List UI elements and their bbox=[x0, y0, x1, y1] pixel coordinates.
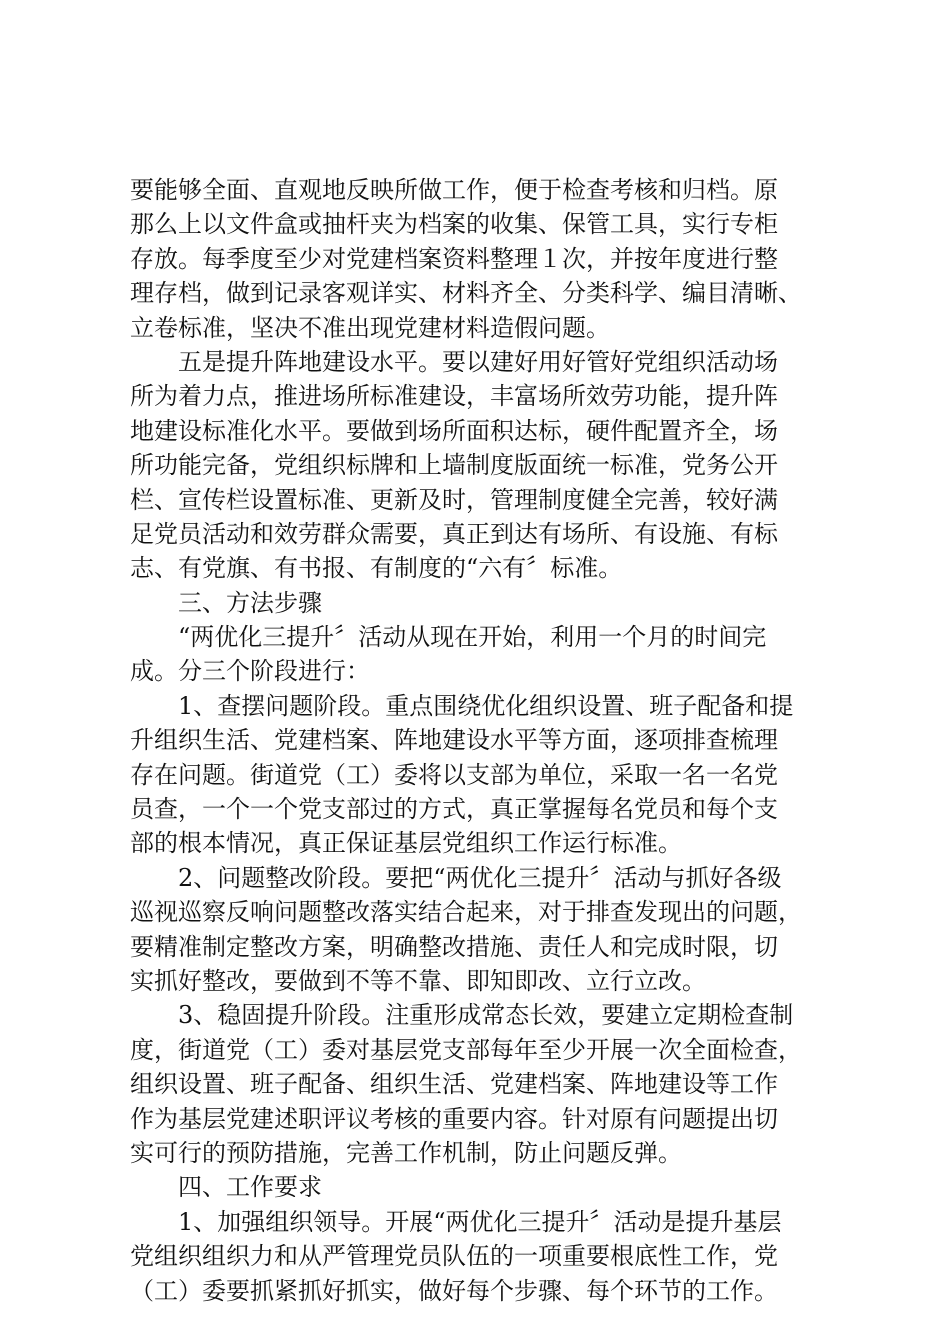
text-line: 作为基层党建述职评议考核的重要内容。针对原有问题提出切 bbox=[130, 1104, 778, 1133]
text-line: 实可行的预防措施，完善工作机制，防止问题反弹。 bbox=[130, 1138, 682, 1167]
section-heading: 三、方法步骤 bbox=[178, 588, 322, 617]
text-line: 要能够全面、直观地反映所做工作，便于检查考核和归档。原 bbox=[130, 176, 778, 204]
document-body bbox=[130, 173, 830, 1308]
paragraph-start-line: 3、稳固提升阶段。注重形成常态长效，要建立定期检查制 bbox=[178, 1001, 794, 1030]
text-line: 组织设置、班子配备、组织生活、党建档案、阵地建设等工作 bbox=[130, 1070, 778, 1099]
text-line: 存放。每季度至少对党建档案资料整理１次，并按年度进行整 bbox=[130, 244, 778, 273]
text-line: （工）委要抓紧抓好抓实，做好每个步骤、每个环节的工作。 bbox=[130, 1276, 778, 1305]
text-line: 栏、宣传栏设置标准、更新及时，管理制度健全完善，较好满 bbox=[130, 485, 778, 514]
text-line: 存在问题。街道党（工）委将以支部为单位，采取一名一名党 bbox=[130, 760, 778, 789]
text-line: 所功能完备，党组织标牌和上墙制度版面统一标准，党务公开 bbox=[130, 451, 778, 480]
text-line: 巡视巡察反响问题整改落实结合起来，对于排查发现出的问题， bbox=[130, 898, 802, 927]
text-line: 所为着力点，推进场所标准建设，丰富场所效劳功能，提升阵 bbox=[130, 382, 778, 411]
text-line: 理存档，做到记录客观详实、材料齐全、分类科学、编目清晰、 bbox=[130, 279, 802, 308]
paragraph-start-line: 2、问题整改阶段。要把“两优化三提升〞活动与抓好各级 bbox=[178, 863, 782, 892]
section-heading: 四、工作要求 bbox=[178, 1173, 322, 1202]
paragraph-start-line: 1、加强组织领导。开展“两优化三提升〞活动是提升基层 bbox=[178, 1207, 782, 1236]
text-line: 升组织生活、党建档案、阵地建设水平等方面，逐项排查梳理 bbox=[130, 726, 778, 755]
text-line: 立卷标准，坚决不准出现党建材料造假问题。 bbox=[130, 313, 610, 342]
text-line: 足党员活动和效劳群众需要，真正到达有场所、有设施、有标 bbox=[130, 519, 778, 548]
paragraph-start-line: 五是提升阵地建设水平。要以建好用好管好党组织活动场 bbox=[178, 347, 778, 376]
paragraph-start-line: “两优化三提升〞活动从现在开始，利用一个月的时间完 bbox=[178, 623, 767, 652]
text-line: 志、有党旗、有书报、有制度的“六有〞标准。 bbox=[130, 554, 623, 583]
text-line: 要精准制定整改方案，明确整改措施、责任人和完成时限，切 bbox=[130, 932, 778, 961]
text-line: 员查，一个一个党支部过的方式，真正掌握每名党员和每个支 bbox=[130, 795, 778, 824]
text-line: 那么上以文件盒或抽杆夹为档案的收集、保管工具，实行专柜 bbox=[130, 210, 778, 239]
text-line: 成。分三个阶段进行： bbox=[130, 657, 370, 686]
text-line: 部的根本情况，真正保证基层党组织工作运行标准。 bbox=[130, 829, 682, 858]
text-line: 度，街道党（工）委对基层党支部每年至少开展一次全面检查， bbox=[130, 1035, 802, 1064]
text-line: 地建设标准化水平。要做到场所面积达标，硬件配置齐全，场 bbox=[130, 416, 778, 445]
paragraph-start-line: 1、查摆问题阶段。重点围绕优化组织设置、班子配备和提 bbox=[178, 691, 794, 720]
text-line: 党组织组织力和从严管理党员队伍的一项重要根底性工作，党 bbox=[130, 1242, 778, 1271]
text-line: 实抓好整改，要做到不等不靠、即知即改、立行立改。 bbox=[130, 966, 706, 995]
